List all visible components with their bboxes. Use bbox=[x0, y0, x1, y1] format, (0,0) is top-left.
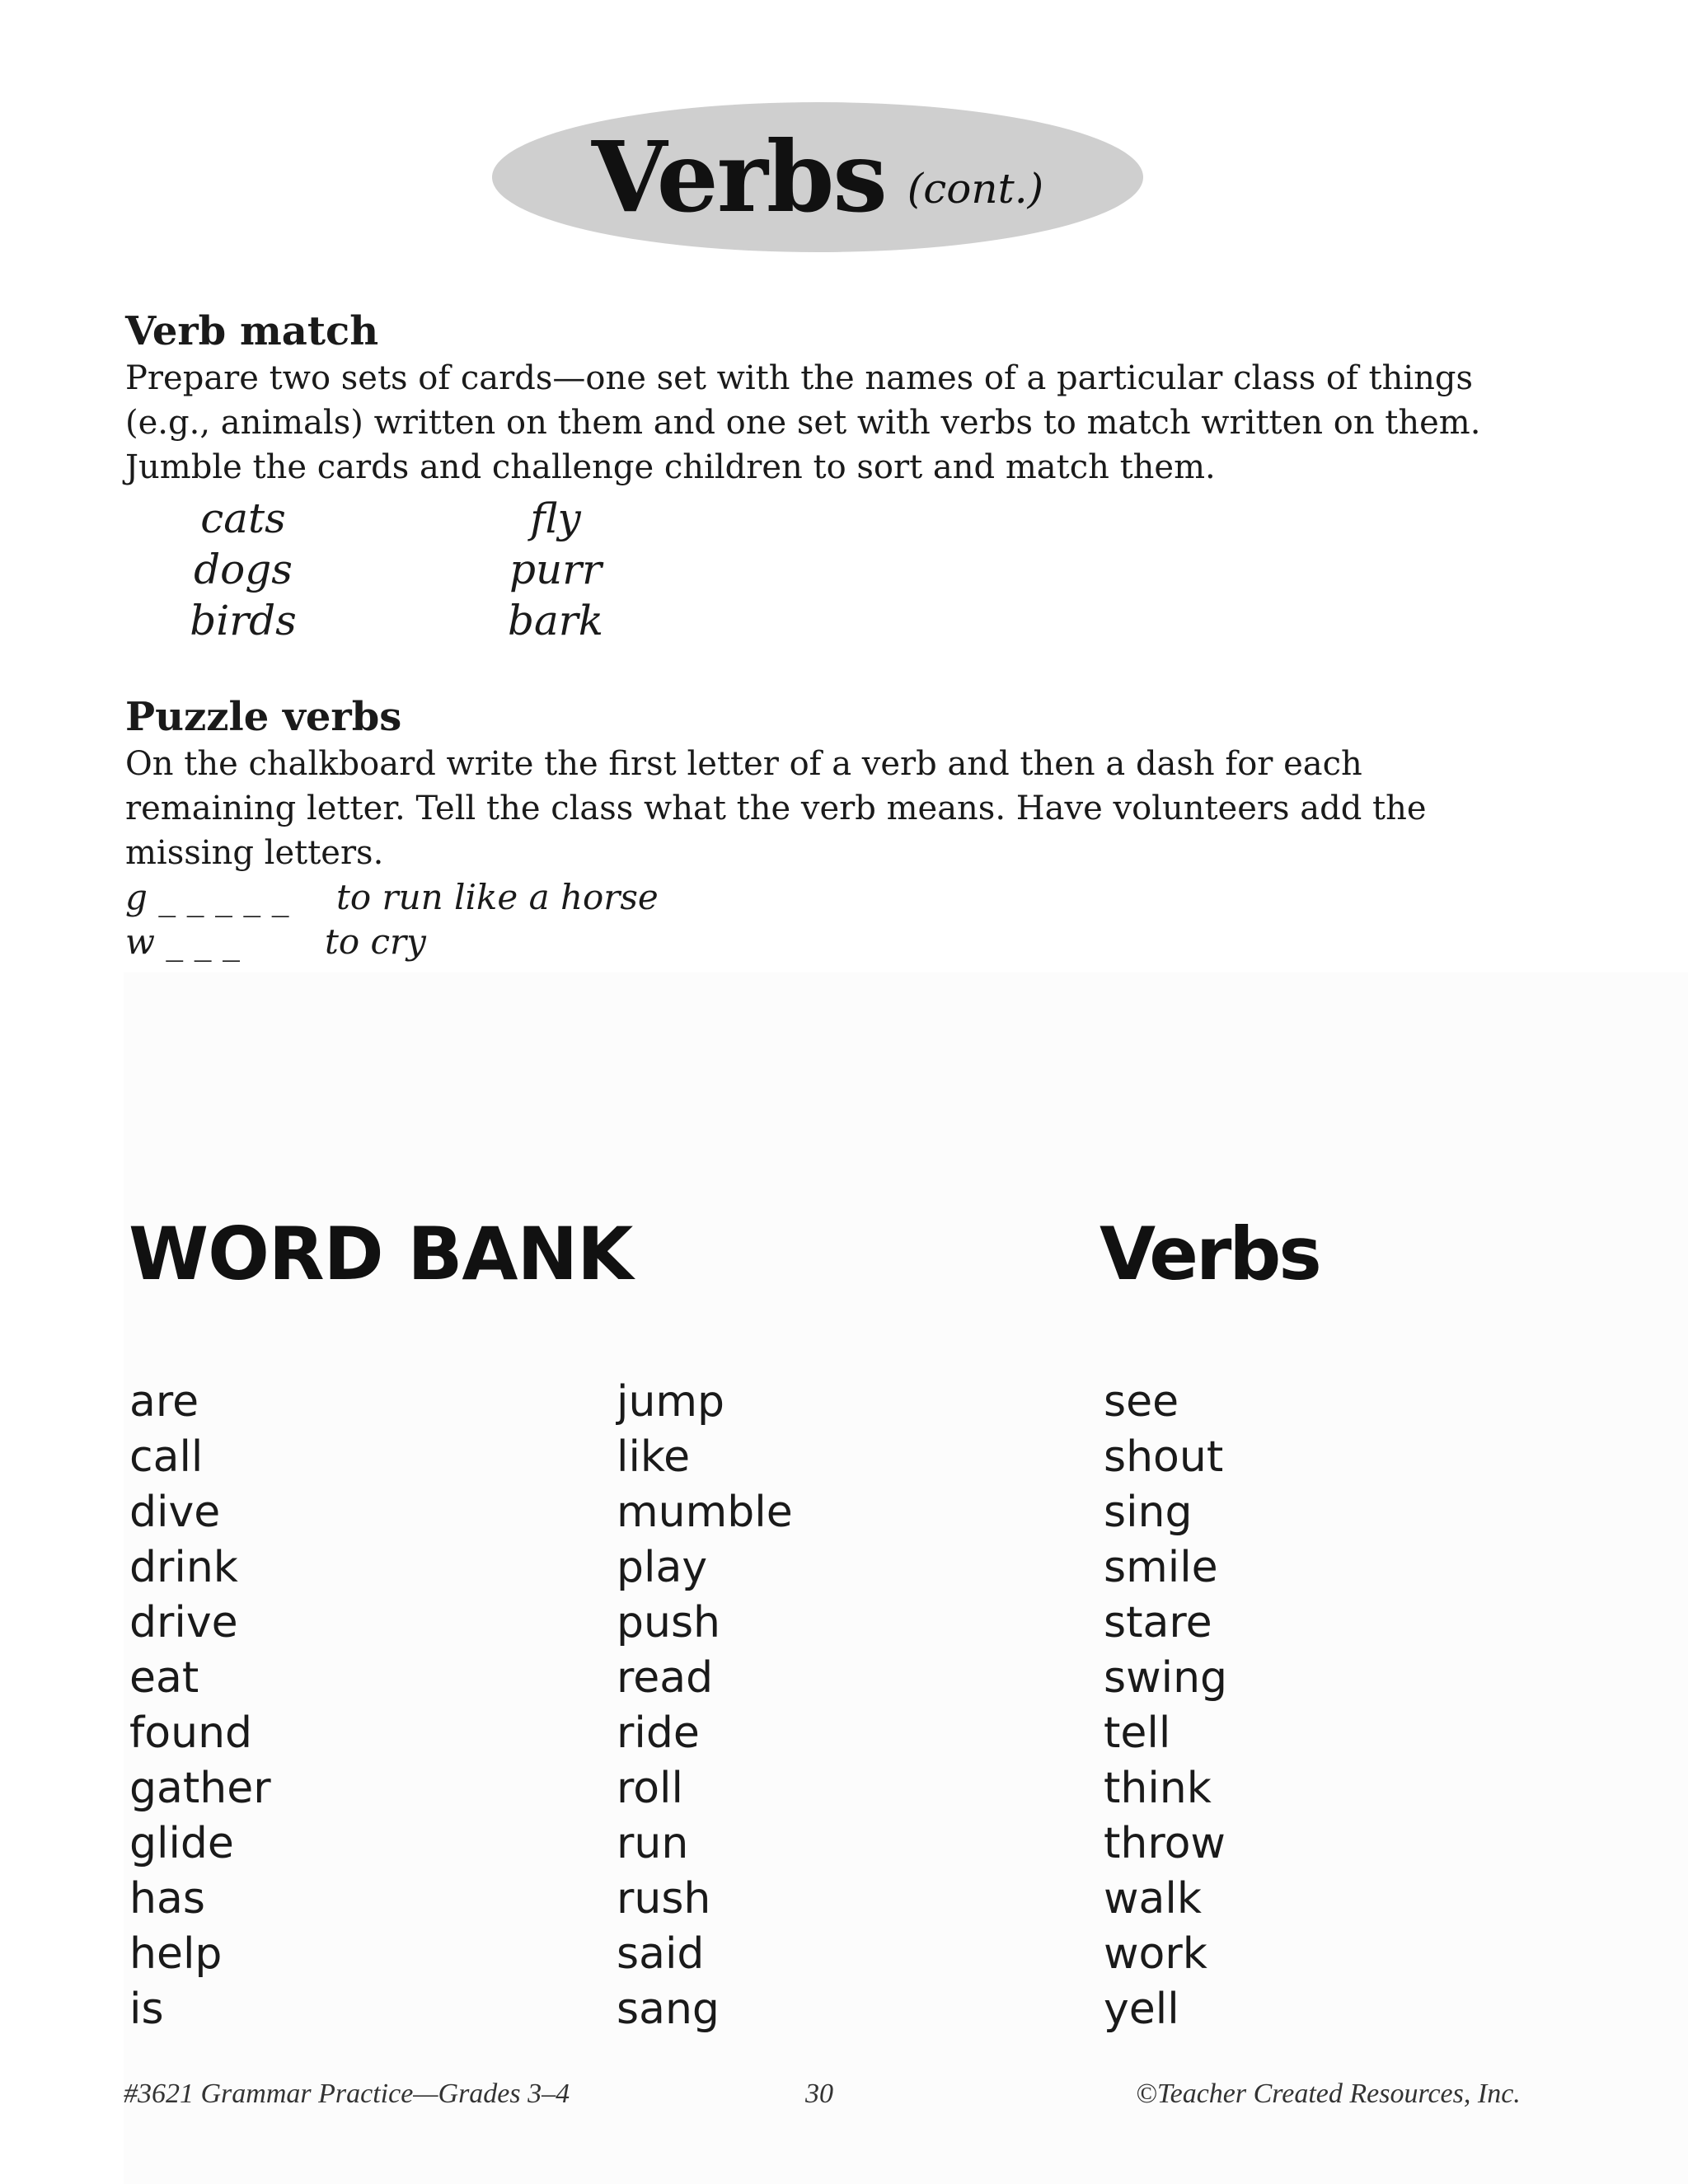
word-bank-word: run bbox=[617, 1819, 689, 1868]
verbs-column bbox=[1104, 1375, 1227, 2037]
verb-word: yell bbox=[1104, 1985, 1179, 2034]
word-bank-word: mumble bbox=[617, 1488, 793, 1537]
footer-page-number: 30 bbox=[805, 2079, 833, 2109]
verb-word: see bbox=[1104, 1377, 1179, 1427]
word-bank-word: read bbox=[617, 1653, 714, 1703]
instruction-line: missing letters. bbox=[125, 834, 384, 872]
word-bank-column-1 bbox=[129, 1375, 271, 2037]
footer-book-title: #3621 Grammar Practice—Grades 3–4 bbox=[124, 2079, 570, 2109]
match-verb: bark bbox=[507, 597, 603, 644]
verb-word: shout bbox=[1104, 1432, 1224, 1482]
puzzle-verbs-heading: Puzzle verbs bbox=[125, 694, 402, 740]
page-background-tint bbox=[124, 972, 1688, 2184]
match-noun: birds bbox=[190, 597, 297, 644]
word-bank-word: dive bbox=[129, 1488, 221, 1537]
page-title bbox=[492, 102, 1143, 252]
verb-word: work bbox=[1104, 1929, 1207, 1979]
instruction-line: remaining letter. Tell the class what the verb means. Have volunteers add the bbox=[125, 790, 1427, 827]
verb-match-instructions bbox=[125, 356, 1526, 490]
puzzle-verbs-instructions bbox=[125, 742, 1526, 875]
footer-copyright: ©Teacher Created Resources, Inc. bbox=[1136, 2079, 1521, 2109]
word-bank-word: eat bbox=[129, 1653, 199, 1703]
instruction-line: (e.g., animals) written on them and one set with verbs to match written on them. bbox=[125, 404, 1481, 442]
verb-word: think bbox=[1104, 1764, 1212, 1813]
word-bank-word: sang bbox=[617, 1985, 720, 2034]
match-verb: purr bbox=[509, 546, 602, 593]
word-bank-word: rush bbox=[617, 1874, 711, 1924]
match-verb: fly bbox=[530, 494, 581, 542]
word-bank-word: call bbox=[129, 1432, 204, 1482]
word-bank-column-2 bbox=[617, 1375, 793, 2037]
instruction-line: Prepare two sets of cards—one set with the names of a particular class of things bbox=[125, 359, 1474, 397]
verbs-heading: Verbs bbox=[1100, 1212, 1320, 1296]
word-bank-word: found bbox=[129, 1708, 253, 1758]
match-noun: cats bbox=[200, 494, 286, 542]
word-bank-word: drink bbox=[129, 1543, 238, 1592]
puzzle-example bbox=[125, 877, 659, 917]
word-bank-word: jump bbox=[617, 1377, 725, 1427]
puzzle-clue: to run like a horse bbox=[336, 877, 659, 917]
word-bank-word: gather bbox=[129, 1764, 271, 1813]
instruction-line: Jumble the cards and challenge children to sort and match them. bbox=[125, 448, 1216, 486]
word-bank-word: is bbox=[129, 1985, 164, 2034]
word-bank-word: has bbox=[129, 1874, 205, 1924]
puzzle-pattern: g _ _ _ _ _ bbox=[125, 877, 289, 917]
verb-word: throw bbox=[1104, 1819, 1226, 1868]
word-bank-word: help bbox=[129, 1929, 223, 1979]
verb-word: walk bbox=[1104, 1874, 1202, 1924]
puzzle-clue: to cry bbox=[325, 921, 426, 962]
word-bank-word: push bbox=[617, 1598, 721, 1647]
word-bank-word: play bbox=[617, 1543, 708, 1592]
word-bank-heading: WORD BANK bbox=[129, 1212, 633, 1296]
word-bank-word: said bbox=[617, 1929, 705, 1979]
verb-word: tell bbox=[1104, 1708, 1171, 1758]
verb-word: sing bbox=[1104, 1488, 1193, 1537]
word-bank-word: like bbox=[617, 1432, 691, 1482]
word-bank-word: ride bbox=[617, 1708, 700, 1758]
verb-match-heading: Verb match bbox=[125, 308, 379, 354]
verb-word: swing bbox=[1104, 1653, 1228, 1703]
word-bank-word: drive bbox=[129, 1598, 238, 1647]
word-bank-word: roll bbox=[617, 1764, 683, 1813]
puzzle-pattern: w _ _ _ bbox=[125, 921, 241, 962]
instruction-line: On the chalkboard write the first letter of a verb and then a dash for each bbox=[125, 745, 1362, 783]
puzzle-example bbox=[125, 921, 426, 962]
verb-word: stare bbox=[1104, 1598, 1212, 1647]
verb-word: smile bbox=[1104, 1543, 1218, 1592]
word-bank-word: glide bbox=[129, 1819, 234, 1868]
match-noun: dogs bbox=[194, 546, 293, 593]
title-main: Verbs bbox=[591, 120, 886, 234]
word-bank-word: are bbox=[129, 1377, 199, 1427]
title-continued: (cont.) bbox=[907, 165, 1044, 213]
